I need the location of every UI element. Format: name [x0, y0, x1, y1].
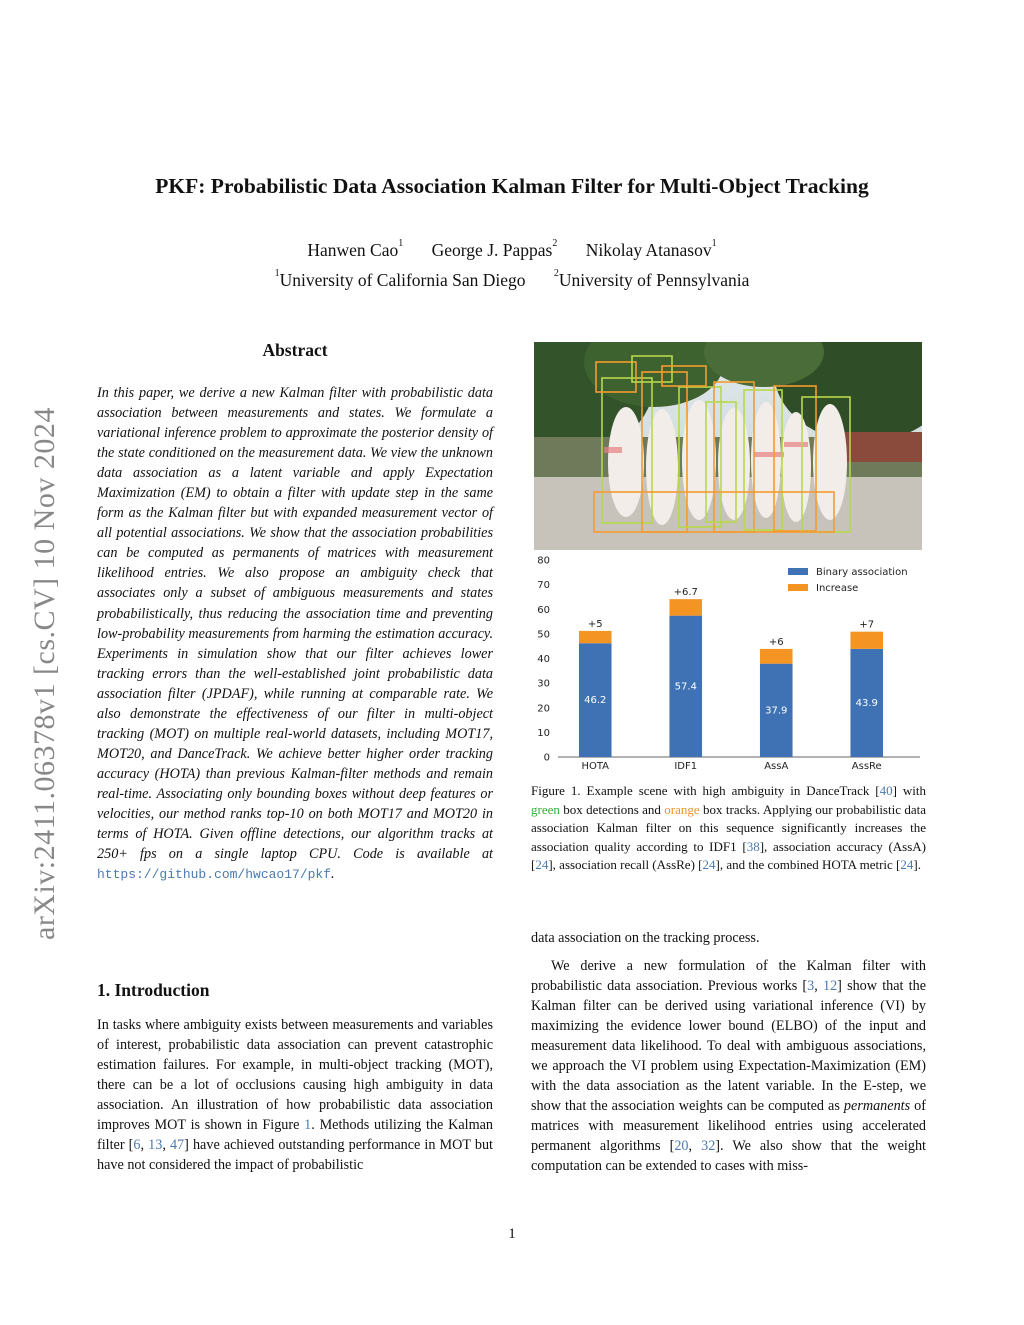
citation-link[interactable]: 24	[535, 857, 549, 873]
author-1: Hanwen Cao$^1$	[307, 238, 404, 260]
arxiv-identifier: arXiv:2411.06378v1 [cs.CV] 10 Nov 2024	[28, 407, 61, 940]
abstract-text: In this paper, we derive a new Kalman filter with probabilistic data association between measurements and states. We formulate a variational inference problem to approximate the posterior density of the state conditioned on the measurement data. We view the unknown data association as a latent variable and apply Expectation Maximization (EM) to obtain a filter with update step in the same form as the Kalman filter but with expanded measurement vector of all potential associations. We show that the association probabilities can be computed as permanents of matrices with measurement likelihood entries. We also propose an ambiguity check that associates only a subset of ambiguous measurements and states probabilistically, thus reducing the association time and preventing low-probability measurements from harming the estimation accuracy. Experiments in simulation show that our filter achieves lower tracking errors than the well-established joint probabilistic data association filter (JPDAF), while running at comparable rate. We also demonstrate the effectiveness of our filter in multi-object tracking (MOT) on multiple real-world datasets, including MOT17, MOT20, and DanceTrack. We achieve better higher order tracking accuracy (HOTA) than previous Kalman-filter methods and remain real-time. Associating only bounding boxes without deep features or velocities, our method ranks top-10 on both MOT17 and MOT20 in terms of HOTA. Given offline detections, our algorithm tracks at 250+ fps on a single laptop CPU. Code is available at	[97, 385, 493, 863]
y-tick-label: 0	[543, 752, 550, 764]
bar-increase	[850, 632, 883, 649]
abstract-body	[97, 383, 493, 885]
x-tick-label: IDF1	[674, 761, 698, 772]
increase-label: +7	[859, 619, 875, 631]
bar-value-label: 37.9	[765, 705, 788, 717]
abstract-heading: Abstract	[262, 340, 328, 360]
y-tick-label: 30	[537, 678, 550, 690]
citation-link[interactable]: 47	[169, 1137, 185, 1153]
bar-increase	[760, 649, 793, 664]
paper-title: PKF: Probabilistic Data Association Kalman Filter for Multi-Object Tracking	[155, 174, 869, 198]
bar-increase	[669, 599, 702, 615]
bar-value-label: 57.4	[674, 681, 697, 693]
page-number: 1	[508, 1226, 516, 1242]
increase-label: +5	[587, 618, 603, 630]
citation-link[interactable]: 32	[701, 1138, 716, 1154]
continuation-paragraph: data association on the tracking process.	[531, 930, 760, 946]
figure-caption: Figure 1. Example scene with high ambiguity in DanceTrack [40] with green box detections and orange box tracks. Applying our probabilistic data association Kalman filter on this sequence significantly increases the association quality according to IDF1 [38], association accuracy (AssA) [24], association recall (AssRe) [24], and the combined HOTA metric [24].	[531, 783, 926, 873]
legend-swatch	[788, 568, 808, 575]
bar-increase	[579, 631, 612, 643]
citation-link[interactable]: 3	[807, 978, 815, 994]
bar-value-label: 46.2	[584, 695, 607, 707]
affiliation-list	[0, 270, 1024, 291]
citation-link[interactable]: 13	[148, 1137, 163, 1153]
y-tick-label: 10	[537, 727, 550, 739]
legend-label: Binary association	[816, 567, 908, 578]
right-column-text	[531, 928, 926, 1176]
citation-link[interactable]: 24	[900, 857, 914, 873]
x-tick-label: AssA	[764, 761, 789, 772]
figure-ref-link[interactable]: 1	[304, 1117, 312, 1133]
author-3: Nikolay Atanasov$^1$	[585, 238, 717, 260]
x-tick-label: HOTA	[581, 761, 610, 772]
dance-scene-photo	[534, 342, 922, 550]
bar-value-label: 43.9	[855, 697, 878, 709]
y-tick-label: 20	[537, 703, 550, 715]
intro-paragraph: In tasks where ambiguity exists between measurements and variables of interest, probabilistic data association can prevent catastrophic estimation failures. For example, in multi-object tracking (MOT), there can be a lot of occlusions causing high ambiguity in data association. An illustration of how probabilistic data association improves MOT is shown in Figure 1. Methods utilizing the Kalman filter [6, 13, 47] have achieved outstanding performance in MOT but have not considered the impact of probabilistic	[97, 1017, 494, 1173]
abstract-end: .	[331, 866, 335, 883]
author-list	[0, 240, 1024, 261]
association-bar-chart	[532, 554, 924, 772]
intro-heading: 1. Introduction	[97, 980, 210, 1000]
contribution-paragraph: We derive a new formulation of the Kalman filter with probabilistic data association. Previous works [3, 12] show that the Kalman filter can be derived using variational inference (VI) by maximizing the evidence lower bound (ELBO) of the input and measurement data likelihood. To deal with ambiguous associations, we approach the VI problem using Expectation-Maximization (EM) with the data association as the latent variable. In the E-step, we show that the association weights can be computed as permanents of matrices with measurement likelihood entries using accelerated permanent algorithms [20, 32]. We also show that the weight computation can be extended to cases with miss-	[531, 958, 926, 1174]
author-2: George J. Pappas$^2$	[431, 238, 558, 260]
y-tick-label: 40	[537, 654, 550, 665]
y-tick-label: 50	[537, 629, 550, 641]
y-tick-label: 70	[537, 580, 550, 592]
y-tick-label: 60	[537, 604, 550, 616]
affiliation-1: $^1$University of California San Diego	[274, 268, 526, 290]
y-tick-label: 80	[537, 555, 550, 567]
citation-link[interactable]: 38	[746, 838, 760, 854]
citation-link[interactable]: 12	[822, 978, 838, 994]
citation-link[interactable]: 6	[133, 1137, 141, 1153]
legend-swatch	[788, 584, 808, 591]
citation-link[interactable]: 20	[674, 1138, 689, 1154]
citation-link[interactable]: 24	[702, 857, 716, 873]
increase-label: +6.7	[673, 587, 698, 599]
orange-label: orange	[664, 801, 700, 817]
affiliation-2: $^2$University of Pennsylvania	[553, 268, 750, 290]
legend-label: Increase	[816, 583, 859, 594]
x-tick-label: AssRe	[851, 761, 882, 772]
code-link[interactable]: https://github.com/hwcao17/pkf	[97, 867, 332, 883]
green-label: green	[531, 801, 560, 817]
citation-link[interactable]: 40	[879, 783, 893, 798]
increase-label: +6	[768, 636, 784, 648]
